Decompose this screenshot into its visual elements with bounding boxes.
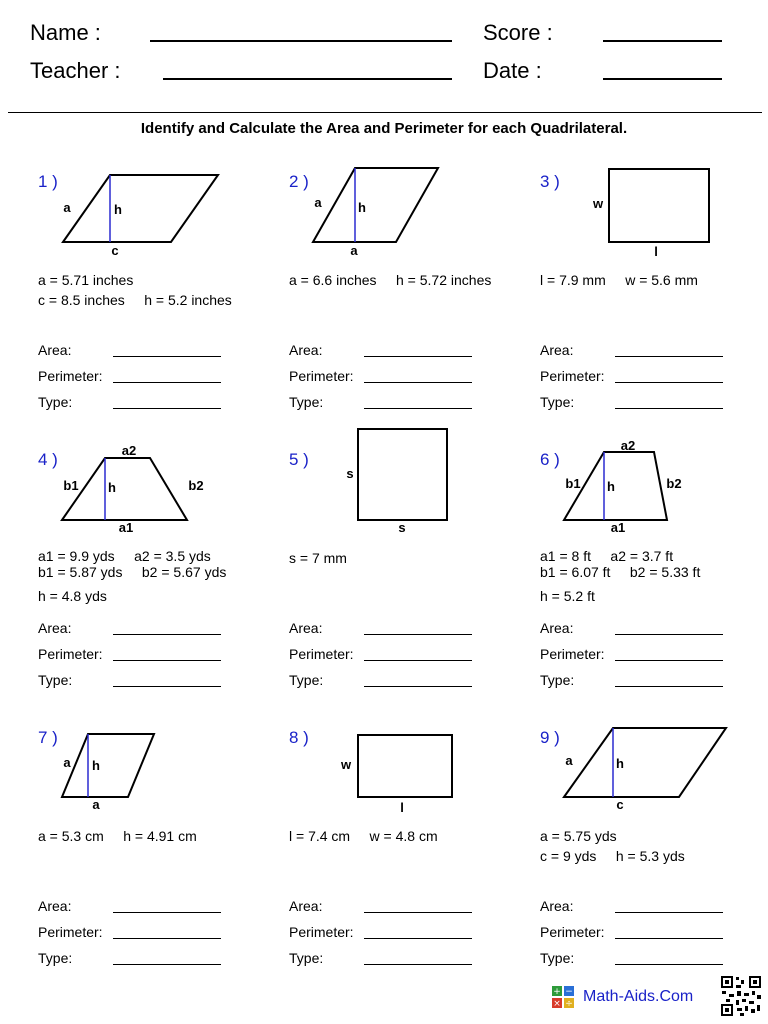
- perimeter-label: Perimeter:: [38, 646, 103, 662]
- problem-number: 9 ): [540, 728, 560, 747]
- teacher-field[interactable]: [163, 78, 452, 80]
- qr-code-icon: [720, 975, 762, 1017]
- problem-number: 5 ): [289, 450, 309, 469]
- label-length: l: [400, 800, 404, 815]
- perimeter-label: Perimeter:: [289, 924, 354, 940]
- dimension-text: a = 5.75 yds: [540, 828, 617, 844]
- name-field[interactable]: [150, 40, 452, 42]
- label-left: b1: [565, 476, 581, 491]
- label-right: b2: [188, 478, 204, 493]
- score-field[interactable]: [603, 40, 722, 42]
- dimension-text: a1 = 8 ft a2 = 3.7 ft: [540, 548, 674, 564]
- area-answer-field[interactable]: [364, 356, 472, 357]
- dimension-text: l = 7.9 mm w = 5.6 mm: [540, 272, 698, 288]
- problem-number: 8 ): [289, 728, 309, 747]
- area-label: Area:: [540, 342, 574, 358]
- perimeter-label: Perimeter:: [38, 368, 103, 384]
- svg-text:×: ×: [553, 999, 561, 1009]
- perimeter-label: Perimeter:: [540, 924, 605, 940]
- problem-7: [38, 728, 278, 998]
- area-label: Area:: [540, 898, 574, 914]
- label-bottom: a1: [118, 520, 134, 535]
- shape-outline: [609, 169, 709, 242]
- name-label: Name :: [30, 20, 101, 45]
- label-base: a: [92, 797, 100, 812]
- area-answer-field[interactable]: [364, 634, 472, 635]
- dimension-text: c = 9 yds h = 5.3 yds: [540, 848, 685, 864]
- label-height: h: [607, 479, 615, 494]
- calculator-icon: [551, 985, 575, 1009]
- rhombus-figure: [289, 172, 529, 262]
- problem-number: 7 ): [38, 728, 58, 747]
- problem-number: 4 ): [38, 450, 58, 469]
- label-left: b1: [63, 478, 79, 493]
- parallelogram-figure: [38, 172, 278, 262]
- shape-outline: [62, 458, 187, 520]
- label-width: w: [592, 196, 604, 211]
- label-side: a: [63, 200, 71, 215]
- area-answer-field[interactable]: [615, 356, 723, 357]
- perimeter-label: Perimeter:: [289, 368, 354, 384]
- problem-6: [540, 438, 768, 720]
- type-answer-field[interactable]: [364, 686, 472, 687]
- dimension-text: b1 = 6.07 ft b2 = 5.33 ft: [540, 564, 701, 580]
- label-right: b2: [666, 476, 682, 491]
- perimeter-answer-field[interactable]: [615, 938, 723, 939]
- perimeter-answer-field[interactable]: [113, 660, 221, 661]
- type-answer-field[interactable]: [113, 964, 221, 965]
- header-divider: [8, 112, 762, 113]
- problem-4: [38, 443, 278, 720]
- shape-outline: [564, 728, 726, 797]
- dimension-text: l = 7.4 cm w = 4.8 cm: [289, 828, 438, 844]
- square-figure: [289, 450, 529, 540]
- problem-3: [540, 172, 768, 442]
- area-answer-field[interactable]: [615, 634, 723, 635]
- area-label: Area:: [540, 620, 574, 636]
- type-answer-field[interactable]: [615, 408, 723, 409]
- type-answer-field[interactable]: [615, 686, 723, 687]
- perimeter-label: Perimeter:: [540, 646, 605, 662]
- perimeter-answer-field[interactable]: [364, 938, 472, 939]
- trapezoid-figure: [38, 443, 278, 540]
- type-label: Type:: [38, 950, 73, 966]
- svg-text:−: −: [565, 987, 573, 997]
- svg-text:+: +: [553, 987, 561, 997]
- dimension-text: a = 5.71 inches: [38, 272, 134, 288]
- label-height: h: [114, 202, 122, 217]
- label-height: h: [616, 756, 624, 771]
- area-answer-field[interactable]: [113, 912, 221, 913]
- perimeter-answer-field[interactable]: [364, 660, 472, 661]
- type-answer-field[interactable]: [113, 408, 221, 409]
- perimeter-answer-field[interactable]: [364, 382, 472, 383]
- problem-2: [289, 172, 529, 442]
- shape-outline: [63, 175, 218, 242]
- shape-outline: [358, 429, 447, 520]
- type-answer-field[interactable]: [113, 686, 221, 687]
- svg-text:÷: ÷: [565, 999, 573, 1009]
- problem-number: 1 ): [38, 172, 58, 191]
- area-answer-field[interactable]: [615, 912, 723, 913]
- problem-number: 6 ): [540, 450, 560, 469]
- dimension-text: h = 4.8 yds: [38, 588, 107, 604]
- type-answer-field[interactable]: [615, 964, 723, 965]
- rhombus-figure: [38, 728, 278, 818]
- label-base: c: [111, 243, 119, 258]
- dimension-text: a = 6.6 inches h = 5.72 inches: [289, 272, 492, 288]
- area-label: Area:: [38, 342, 72, 358]
- type-label: Type:: [289, 950, 324, 966]
- footer-brand: [551, 985, 693, 1009]
- label-height: h: [108, 480, 116, 495]
- label-top: a2: [620, 438, 636, 453]
- area-label: Area:: [289, 620, 323, 636]
- label-side: a: [63, 755, 71, 770]
- perimeter-answer-field[interactable]: [113, 382, 221, 383]
- rectangle-figure: [289, 728, 529, 818]
- problem-1: [38, 172, 278, 442]
- dimension-text: b1 = 5.87 yds b2 = 5.67 yds: [38, 564, 227, 580]
- type-label: Type:: [289, 672, 324, 688]
- dimension-text: h = 5.2 ft: [540, 588, 595, 604]
- label-base: c: [616, 797, 624, 812]
- problem-number: 2 ): [289, 172, 309, 191]
- label-height: h: [358, 200, 366, 215]
- type-label: Type:: [540, 672, 575, 688]
- problem-number: 3 ): [540, 172, 560, 191]
- type-label: Type:: [38, 394, 73, 410]
- score-label: Score :: [483, 20, 553, 45]
- problem-8: [289, 728, 529, 998]
- problem-9: [540, 728, 768, 998]
- area-label: Area:: [38, 620, 72, 636]
- label-base: a: [350, 243, 358, 258]
- label-width: w: [340, 757, 352, 772]
- area-label: Area:: [289, 342, 323, 358]
- date-label: Date :: [483, 58, 542, 83]
- label-height: h: [92, 758, 100, 773]
- shape-outline: [358, 735, 452, 797]
- parallelogram-figure: [540, 728, 768, 818]
- area-label: Area:: [289, 898, 323, 914]
- perimeter-label: Perimeter:: [289, 646, 354, 662]
- shape-outline: [62, 734, 154, 797]
- dimension-text: a = 5.3 cm h = 4.91 cm: [38, 828, 197, 844]
- dimension-text: s = 7 mm: [289, 550, 347, 566]
- date-field[interactable]: [603, 78, 722, 80]
- label-length: l: [654, 244, 658, 259]
- perimeter-label: Perimeter:: [38, 924, 103, 940]
- perimeter-label: Perimeter:: [540, 368, 605, 384]
- type-answer-field[interactable]: [364, 964, 472, 965]
- perimeter-answer-field[interactable]: [615, 382, 723, 383]
- dimension-text: a1 = 9.9 yds a2 = 3.5 yds: [38, 548, 211, 564]
- label-top: a2: [121, 443, 137, 458]
- brand-link[interactable]: Math-Aids.Com: [583, 988, 694, 1005]
- type-label: Type:: [540, 394, 575, 410]
- type-label: Type:: [38, 672, 73, 688]
- rectangle-figure: [540, 172, 768, 262]
- area-answer-field[interactable]: [364, 912, 472, 913]
- worksheet-title: Identify and Calculate the Area and Perimeter for each Quadrilateral.: [140, 120, 628, 137]
- label-bottom: a1: [610, 520, 626, 535]
- area-answer-field[interactable]: [113, 356, 221, 357]
- area-answer-field[interactable]: [113, 634, 221, 635]
- teacher-label: Teacher :: [30, 58, 121, 83]
- label-side: a: [565, 753, 573, 768]
- label-side_bottom: s: [398, 520, 406, 535]
- type-answer-field[interactable]: [364, 408, 472, 409]
- area-label: Area:: [38, 898, 72, 914]
- label-side: a: [314, 195, 322, 210]
- trapezoid-figure: [540, 438, 768, 540]
- perimeter-answer-field[interactable]: [113, 938, 221, 939]
- type-label: Type:: [289, 394, 324, 410]
- shape-outline: [313, 168, 438, 242]
- type-label: Type:: [540, 950, 575, 966]
- dimension-text: c = 8.5 inches h = 5.2 inches: [38, 292, 232, 308]
- perimeter-answer-field[interactable]: [615, 660, 723, 661]
- label-side_left: s: [346, 466, 354, 481]
- problem-5: [289, 450, 529, 720]
